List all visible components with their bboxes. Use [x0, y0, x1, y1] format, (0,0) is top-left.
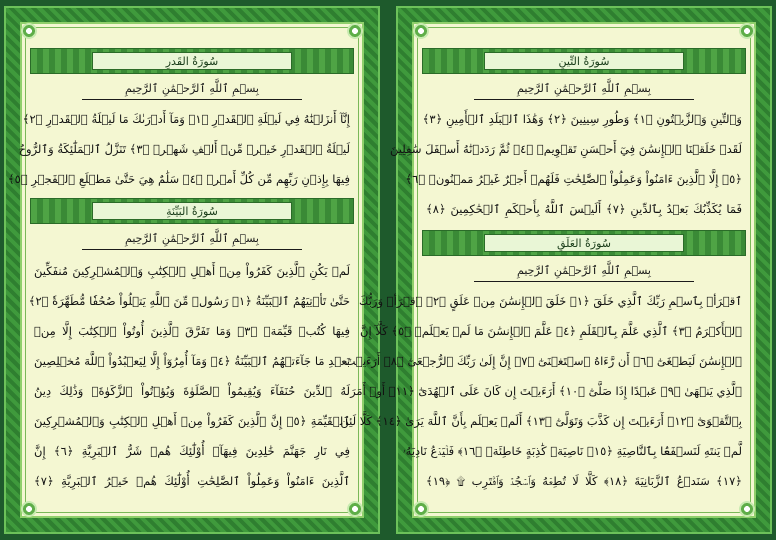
verse-line: إِنَّآ أَنزَلۡنَٰهُ فِي لَيۡلَةِ ٱلۡقَدۡرِ ﴿١﴾ وَمَآ أَدۡرَىٰكَ مَا لَيۡلَةُ ٱلۡقَدۡرِ ﴿٢﴾: [22, 112, 350, 126]
corner-ornament-icon: [347, 501, 363, 517]
verse-line: بِٱلتَّقۡوَىٰٓ ﴿١٢﴾ أَرَءَيۡتَ إِن كَذَّبَ وَتَوَلَّىٰٓ ﴿١٣﴾ أَلَمۡ يَعۡلَم بِأَنَّ ٱللَّهَ يَرَىٰ ﴿١٤﴾ كَلَّا لَئِن: [340, 414, 742, 428]
verse-line: لَّمۡ يَنتَهِ لَنَسۡفَعَۢا بِٱلنَّاصِيَةِ ﴿١٥﴾ نَاصِيَةٖ كَٰذِبَةٍ خَاطِئَةٖ ﴿١٦﴾ فَلۡيَدۡعُ نَادِيَهُۥ: [402, 444, 742, 458]
verse-line: وَٱلتِّينِ وَٱلزَّيۡتُونِ ﴿١﴾ وَطُورِ سِينِينَ ﴿٢﴾ وَهَٰذَا ٱلۡبَلَدِ ٱلۡأَمِينِ ﴿٣﴾: [422, 112, 742, 126]
verse-line: ﴿٥﴾ إِلَّا ٱلَّذِينَ ءَامَنُواْ وَعَمِلُواْ ٱلصَّٰلِحَٰتِ فَلَهُمۡ أَجۡرٌ غَيۡرُ مَمۡنُونٖ ﴿٦﴾: [405, 172, 742, 186]
corner-ornament-icon: [347, 23, 363, 39]
corner-ornament-icon: [21, 501, 37, 517]
corner-ornament-icon: [739, 501, 755, 517]
verse-line: ٱلۡإِنسَٰنَ لَيَطۡغَىٰٓ ﴿٦﴾ أَن رَّءَاهُ ٱسۡتَغۡنَىٰٓ ﴿٧﴾ إِنَّ إِلَىٰ رَبِّكَ ٱلرُّجۡعَىٰٓ ﴿٨﴾ أَرَءَيۡتَ: [344, 354, 742, 368]
verse-line: لَمۡ يَكُنِ ٱلَّذِينَ كَفَرُواْ مِنۡ أَهۡلِ ٱلۡكِتَٰبِ وَٱلۡمُشۡرِكِينَ مُنفَكِّينَ: [34, 264, 350, 278]
surah-header-bayyinah: [30, 198, 354, 224]
mushaf-page-right: [340, 6, 772, 534]
verse-line: فَمَا يُكَذِّبُكَ بَعۡدُ بِٱلدِّينِ ﴿٧﴾ أَلَيۡسَ ٱللَّهُ بِأَحۡكَمِ ٱلۡحَٰكِمِينَ ﴿٨﴾: [426, 202, 742, 216]
basmala: بِسۡمِ ٱللَّهِ ٱلرَّحۡمَٰنِ ٱلرَّحِيمِ: [82, 82, 302, 100]
corner-ornament-icon: [739, 23, 755, 39]
surah-title: سُورَةُ القَدرِ: [92, 52, 292, 70]
basmala: بِسۡمِ ٱللَّهِ ٱلرَّحۡمَٰنِ ٱلرَّحِيمِ: [474, 82, 694, 100]
surah-title: سُورَةُ التِّينِ: [484, 52, 684, 70]
verse-line: لَهُ ٱلدِّينَ حُنَفَآءَ وَيُقِيمُواْ ٱلصَّلَوٰةَ وَيُؤۡتُواْ ٱلزَّكَوٰةَۚ وَذَٰلِكَ دِينُ: [34, 384, 350, 398]
surah-header-alaq: [422, 230, 746, 256]
mushaf-page-left: [4, 6, 380, 534]
verse-line: حَتَّىٰ تَأۡتِيَهُمُ ٱلۡبَيِّنَةُ ﴿١﴾ رَسُولٞ مِّنَ ٱللَّهِ يَتۡلُواْ صُحُفٗا مُّطَهَّرَةٗ ﴿٢﴾: [28, 294, 350, 308]
verse-line: فِيهَا بِإِذۡنِ رَبِّهِم مِّن كُلِّ أَمۡرٖ ﴿٤﴾ سَلَٰمٌ هِيَ حَتَّىٰ مَطۡلَعِ ٱلۡفَجۡرِ ﴿٥﴾: [7, 172, 350, 186]
verse-line: ٱلۡقَيِّمَةِ ﴿٥﴾ إِنَّ ٱلَّذِينَ كَفَرُواْ مِنۡ أَهۡلِ ٱلۡكِتَٰبِ وَٱلۡمُشۡرِكِينَ: [34, 414, 351, 428]
corner-ornament-icon: [21, 23, 37, 39]
corner-ornament-icon: [413, 501, 429, 517]
verse-line: لَقَدۡ خَلَقۡنَا ٱلۡإِنسَٰنَ فِيٓ أَحۡسَنِ تَقۡوِيمٖ ﴿٤﴾ ثُمَّ رَدَدۡنَٰهُ أَسۡفَلَ سَٰفِلِينَ: [389, 142, 742, 156]
verse-line: ﴿١٧﴾ سَنَدۡعُ ٱلزَّبَانِيَةَ ﴿١٨﴾ كَلَّا لَا تُطِعۡهُ وَٱسۡجُدۡۤ وَٱقۡتَرِب ۩ ﴿١٩﴾: [426, 474, 742, 488]
corner-ornament-icon: [413, 23, 429, 39]
surah-header-tin: [422, 48, 746, 74]
basmala: بِسۡمِ ٱللَّهِ ٱلرَّحۡمَٰنِ ٱلرَّحِيمِ: [82, 232, 302, 250]
verse-line: ٱلَّذِي يَنۡهَىٰ ﴿٩﴾ عَبۡدًا إِذَا صَلَّىٰٓ ﴿١٠﴾ أَرَءَيۡتَ إِن كَانَ عَلَى ٱلۡهُدَىٰٓ ﴿١١﴾ أَوۡ أَمَرَ: [350, 384, 742, 398]
page-inner-frame: [7, 22, 364, 518]
verse-line: فِيهَا كُتُبٞ قَيِّمَةٞ ﴿٣﴾ وَمَا تَفَرَّقَ ٱلَّذِينَ أُوتُواْ ٱلۡكِتَٰبَ إِلَّا مِنۢ: [34, 324, 350, 338]
verse-line: لَيۡلَةُ ٱلۡقَدۡرِ خَيۡرٞ مِّنۡ أَلۡفِ شَهۡرٖ ﴿٣﴾ تَنَزَّلُ ٱلۡمَلَٰٓئِكَةُ وَٱلرُّوحُ: [18, 142, 350, 156]
verse-line: ٱلَّذِينَ ءَامَنُواْ وَعَمِلُواْ ٱلصَّٰلِحَٰتِ أُوْلَٰٓئِكَ هُمۡ خَيۡرُ ٱلۡبَرِيَّةِ ﴿٧﴾: [34, 474, 350, 488]
surah-title: سُورَةُ البَيِّنَةِ: [92, 202, 292, 220]
verse-line: ٱلۡأَكۡرَمُ ﴿٣﴾ ٱلَّذِي عَلَّمَ بِٱلۡقَلَمِ ﴿٤﴾ عَلَّمَ ٱلۡإِنسَٰنَ مَا لَمۡ يَعۡلَمۡ ﴿٥﴾ كَلَّآ إِنَّ: [360, 324, 742, 338]
basmala: بِسۡمِ ٱللَّهِ ٱلرَّحۡمَٰنِ ٱلرَّحِيمِ: [474, 264, 694, 282]
page-inner-frame: [340, 22, 756, 518]
verse-line: بَعۡدِ مَا جَآءَتۡهُمُ ٱلۡبَيِّنَةُ ﴿٤﴾ وَمَآ أُمِرُوٓاْ إِلَّا لِيَعۡبُدُواْ ٱللَّهَ مُخۡلِصِينَ: [34, 354, 350, 368]
verse-line: ٱقۡرَأۡ بِٱسۡمِ رَبِّكَ ٱلَّذِي خَلَقَ ﴿١﴾ خَلَقَ ٱلۡإِنسَٰنَ مِنۡ عَلَقٍ ﴿٢﴾ ٱقۡرَأۡ وَرَبُّكَ: [359, 294, 742, 308]
surah-header-qadr: [30, 48, 354, 74]
surah-title: سُورَةُ العَلَقِ: [484, 234, 684, 252]
verse-line: فِي نَارِ جَهَنَّمَ خَٰلِدِينَ فِيهَآۚ أُوْلَٰٓئِكَ هُمۡ شَرُّ ٱلۡبَرِيَّةِ ﴿٦﴾ إِنَّ: [34, 444, 350, 458]
